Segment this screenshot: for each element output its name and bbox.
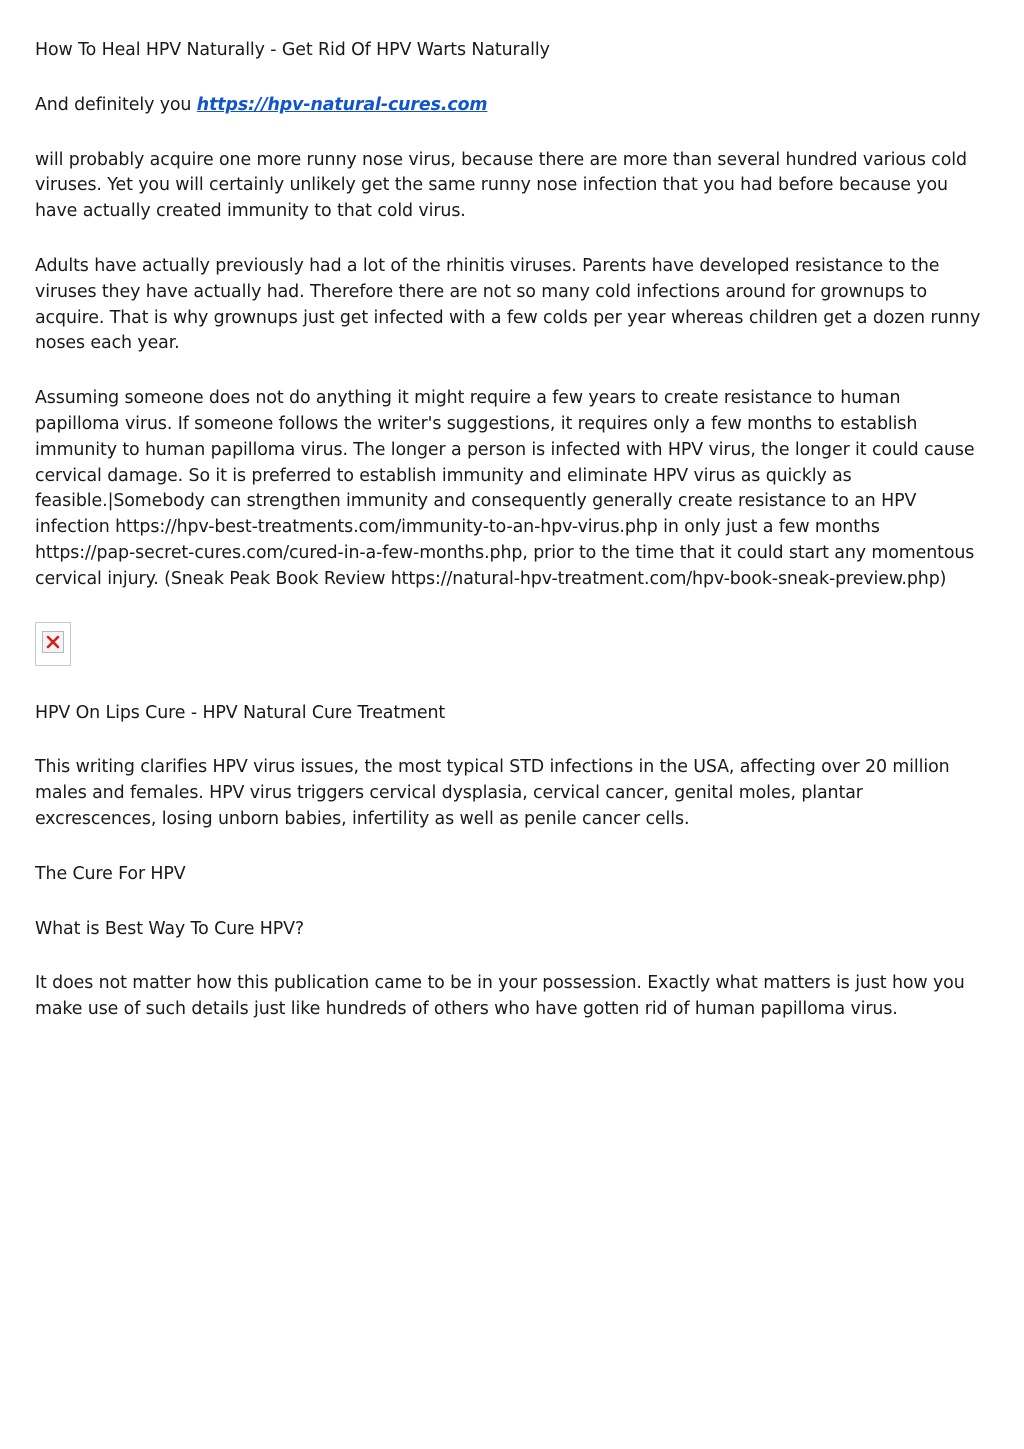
broken-image-frame [42,631,64,653]
document-title: How To Heal HPV Naturally - Get Rid Of HPV Warts Naturally [35,40,550,60]
heading-best-way: What is Best Way To Cure HPV? [35,918,305,939]
paragraph-immunity: Assuming someone does not do anything it might require a few years to create resistance to human papilloma virus. If someone follows the writer's suggestions, it requires only a few months to establish immunity to human papilloma virus. The longer a person is infected with HPV virus, the longer it could cause cervical damage. So it is preferred to establish immunity and eliminate HPV virus as quickly as feasible.|Somebody can strengthen immunity and consequently generally create resistance to an HPV infection https://hpv-best-treatments.com/immunity-to-an-hpv-virus.php in only just a few months https://pap-secret-cures.com/cured-in-a-few-months.php, prior to the time that it could start any momentous cervical injury. (Sneak Peak Book Review https://natural-hpv-treatment.com/hpv-book-sneak-preview.php) [35,388,975,589]
heading-cure-for-hpv: The Cure For HPV [35,863,186,884]
document-page [35,38,985,1052]
paragraph-adults: Adults have actually previously had a lot of the rhinitis viruses. Parents have developed resistance to the viruses they have actually had. Therefore there are not so many cold infections around for grownups to acquire. That is why grownups just get infected with a few colds per year whereas children get a dozen runny noses each year. [35,255,981,354]
paragraph-hpv-issues: This writing clarifies HPV virus issues, the most typical STD infections in the USA, affecting over 20 million males and females. HPV virus triggers cervical dysplasia, cervical cancer, genital moles, plantar excrescences, losing unborn babies, infertility as well as penile cancer cells. [35,757,950,829]
close-icon [46,635,60,649]
paragraph-cold-virus: will probably acquire one more runny nose virus, because there are more than several hundred various cold viruses. Yet you will certainly unlikely get the same runny nose infection that you had before because you have actually created immunity to that cold virus. [35,149,967,222]
closing-paragraph: It does not matter how this publication came to be in your possession. Exactly what matters is just how you make use of such details just like hundreds of others who have gotten rid of human papilloma virus. [35,973,965,1020]
intro-prefix: And definitely you [35,94,197,115]
hpv-natural-cures-link[interactable]: https://hpv-natural-cures.com [196,94,488,115]
section-title-hpv-lips: HPV On Lips Cure - HPV Natural Cure Treatment [35,702,446,723]
broken-image-icon [35,622,71,666]
intro-line [35,93,985,119]
